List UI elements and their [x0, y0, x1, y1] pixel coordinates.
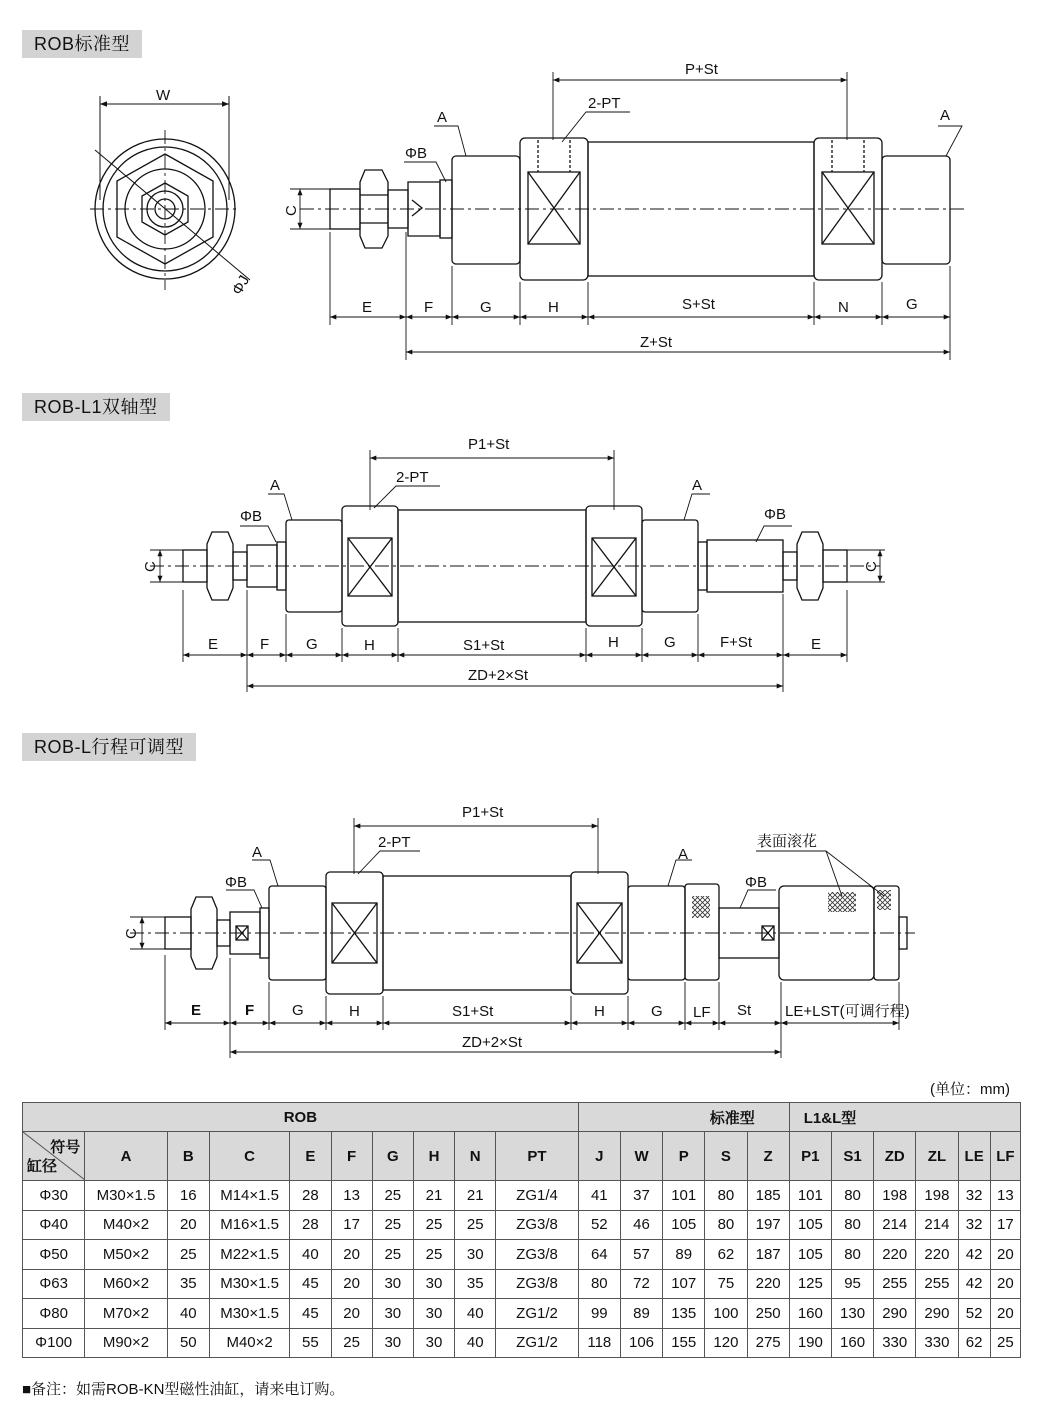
dim-e-right: E — [811, 636, 822, 653]
table-cell: 45 — [290, 1299, 331, 1329]
col-header: S1 — [831, 1132, 873, 1181]
table-cell: 20 — [331, 1299, 372, 1329]
table-cell: 50 — [167, 1328, 209, 1358]
dim-f: F — [245, 1002, 255, 1019]
table-cell: 80 — [831, 1210, 873, 1240]
dim-zd: ZD+2×St — [468, 667, 529, 684]
dim-g-right: G — [664, 634, 676, 651]
table-cell: 30 — [372, 1299, 413, 1329]
table-cell: 25 — [413, 1240, 454, 1270]
table-cell: 160 — [831, 1328, 873, 1358]
table-cell: 35 — [167, 1269, 209, 1299]
label-phi-b-right: ΦB — [764, 506, 786, 523]
section-title-rob-l1: ROB-L1双轴型 — [22, 393, 170, 421]
dim-h-left: H — [349, 1003, 360, 1020]
col-header: S — [705, 1132, 747, 1181]
table-cell: 21 — [455, 1181, 496, 1211]
group-l1-l: L1&L型 — [789, 1103, 1020, 1132]
table-cell: 37 — [620, 1181, 662, 1211]
col-header: ZD — [874, 1132, 916, 1181]
table-cell: 13 — [331, 1181, 372, 1211]
drawing-rob-standard — [0, 60, 1039, 380]
table-cell: 52 — [958, 1299, 990, 1329]
dim-f: F — [260, 636, 270, 653]
table-cell: 120 — [705, 1328, 747, 1358]
table-cell: 25 — [990, 1328, 1020, 1358]
drawing-rob-l1 — [0, 430, 1039, 700]
group-standard: 标准型 — [578, 1103, 789, 1132]
table-cell: 106 — [620, 1328, 662, 1358]
table-cell: 80 — [705, 1210, 747, 1240]
table-cell: 30 — [413, 1328, 454, 1358]
col-header: J — [578, 1132, 620, 1181]
table-cell: 20 — [331, 1269, 372, 1299]
spec-table — [22, 1102, 1021, 1358]
dim-le-lst: LE+LST(可调行程) — [785, 1003, 910, 1020]
dim-c: C — [123, 928, 140, 939]
bore-cell: Φ80 — [23, 1299, 85, 1329]
dim-s-st: S+St — [682, 296, 715, 313]
table-cell: 40 — [455, 1299, 496, 1329]
table-cell: 57 — [620, 1240, 662, 1270]
table-cell: 107 — [663, 1269, 705, 1299]
table-cell: M16×1.5 — [209, 1210, 289, 1240]
label-a-left: A — [270, 477, 281, 494]
section-title-rob-l: ROB-L行程可调型 — [22, 733, 196, 761]
table-cell: 30 — [455, 1240, 496, 1270]
dim-n: N — [838, 299, 849, 316]
table-cell: 130 — [831, 1299, 873, 1329]
table-row — [23, 1240, 1021, 1270]
col-header: N — [455, 1132, 496, 1181]
table-cell: 214 — [916, 1210, 958, 1240]
table-cell: M70×2 — [85, 1299, 167, 1329]
table-cell: 20 — [331, 1240, 372, 1270]
table-row — [23, 1328, 1021, 1358]
table-cell: 25 — [455, 1210, 496, 1240]
table-cell: 197 — [747, 1210, 789, 1240]
corner-bore: 缸径 — [27, 1158, 58, 1175]
footnote: ■备注：如需ROB-KN型磁性油缸，请来电订购。 — [22, 1381, 345, 1398]
dim-s1-st: S1+St — [452, 1003, 494, 1020]
table-cell: 80 — [705, 1181, 747, 1211]
table-cell: 101 — [663, 1181, 705, 1211]
table-cell: M22×1.5 — [209, 1240, 289, 1270]
table-cell: 160 — [789, 1299, 831, 1329]
table-cell: 32 — [958, 1210, 990, 1240]
col-header: P1 — [789, 1132, 831, 1181]
table-cell: M30×1.5 — [209, 1269, 289, 1299]
table-cell: M40×2 — [85, 1210, 167, 1240]
table-cell: M90×2 — [85, 1328, 167, 1358]
table-cell: 17 — [331, 1210, 372, 1240]
table-cell: 62 — [705, 1240, 747, 1270]
dim-f-st: F+St — [720, 634, 753, 651]
dim-f: F — [424, 299, 434, 316]
table-cell: 155 — [663, 1328, 705, 1358]
table-cell: M30×1.5 — [209, 1299, 289, 1329]
col-header: G — [372, 1132, 413, 1181]
dim-h-right: H — [608, 634, 619, 651]
table-cell: 72 — [620, 1269, 662, 1299]
col-header: H — [413, 1132, 454, 1181]
table-cell: 100 — [705, 1299, 747, 1329]
table-cell: 55 — [290, 1328, 331, 1358]
table-cell: 101 — [789, 1181, 831, 1211]
table-cell: 220 — [747, 1269, 789, 1299]
label-phi-b-right: ΦB — [745, 874, 767, 891]
col-header: A — [85, 1132, 167, 1181]
group-rob: ROB — [23, 1103, 579, 1132]
label-2-pt: 2-PT — [378, 834, 411, 851]
table-cell: 99 — [578, 1299, 620, 1329]
table-cell: 135 — [663, 1299, 705, 1329]
table-cell: 17 — [990, 1210, 1020, 1240]
table-row — [23, 1269, 1021, 1299]
table-cell: 25 — [372, 1181, 413, 1211]
table-cell: 220 — [874, 1240, 916, 1270]
label-phi-b: ΦB — [405, 145, 427, 162]
dim-lf: LF — [693, 1004, 711, 1021]
table-cell: 95 — [831, 1269, 873, 1299]
dim-g-right: G — [906, 296, 918, 313]
col-header: PT — [496, 1132, 578, 1181]
table-cell: 118 — [578, 1328, 620, 1358]
label-2-pt: 2-PT — [588, 95, 621, 112]
bore-cell: Φ50 — [23, 1240, 85, 1270]
table-cell: 125 — [789, 1269, 831, 1299]
drawing-rob-l — [0, 795, 1039, 1070]
table-cell: 30 — [372, 1328, 413, 1358]
table-cell: M40×2 — [209, 1328, 289, 1358]
table-cell: 25 — [372, 1210, 413, 1240]
col-header: P — [663, 1132, 705, 1181]
label-a-left: A — [437, 109, 448, 126]
table-cell: 30 — [413, 1299, 454, 1329]
table-cell: 275 — [747, 1328, 789, 1358]
table-cell: 21 — [413, 1181, 454, 1211]
table-cell: 80 — [578, 1269, 620, 1299]
table-cell: 255 — [874, 1269, 916, 1299]
table-cell: 80 — [831, 1240, 873, 1270]
table-row — [23, 1299, 1021, 1329]
table-column-header — [23, 1132, 1021, 1181]
table-cell: 290 — [916, 1299, 958, 1329]
col-header: E — [290, 1132, 331, 1181]
table-cell: 250 — [747, 1299, 789, 1329]
corner-symbol: 符号 — [50, 1139, 81, 1156]
dim-st: St — [737, 1002, 752, 1019]
table-cell: 220 — [916, 1240, 958, 1270]
table-cell: ZG1/2 — [496, 1299, 578, 1329]
table-group-header — [23, 1103, 1021, 1132]
dim-g-left: G — [306, 636, 318, 653]
bore-cell: Φ63 — [23, 1269, 85, 1299]
col-header: LE — [958, 1132, 990, 1181]
label-a-right: A — [692, 477, 703, 494]
section-title-rob: ROB标准型 — [22, 30, 142, 58]
table-cell: 20 — [167, 1210, 209, 1240]
table-cell: ZG3/8 — [496, 1269, 578, 1299]
table-cell: 20 — [990, 1240, 1020, 1270]
col-header: ZL — [916, 1132, 958, 1181]
table-cell: M14×1.5 — [209, 1181, 289, 1211]
table-row — [23, 1210, 1021, 1240]
label-a-right: A — [940, 107, 951, 124]
table-cell: 75 — [705, 1269, 747, 1299]
col-header: B — [167, 1132, 209, 1181]
label-phi-b-left: ΦB — [225, 874, 247, 891]
dim-c-left: C — [142, 561, 159, 572]
table-cell: 28 — [290, 1210, 331, 1240]
table-cell: ZG3/8 — [496, 1240, 578, 1270]
table-cell: 40 — [167, 1299, 209, 1329]
dim-e: E — [191, 1002, 202, 1019]
table-row — [23, 1181, 1021, 1211]
table-cell: 89 — [663, 1240, 705, 1270]
table-cell: 16 — [167, 1181, 209, 1211]
table-cell: 41 — [578, 1181, 620, 1211]
table-cell: 290 — [874, 1299, 916, 1329]
dim-s1-st: S1+St — [463, 637, 505, 654]
table-cell: ZG1/2 — [496, 1328, 578, 1358]
dim-c: C — [283, 205, 300, 216]
table-cell: 198 — [874, 1181, 916, 1211]
bore-cell: Φ100 — [23, 1328, 85, 1358]
dim-e-left: E — [208, 636, 219, 653]
label-a-left: A — [252, 844, 263, 861]
label-knurl: 表面滚花 — [757, 833, 818, 850]
table-cell: 62 — [958, 1328, 990, 1358]
label-2-pt: 2-PT — [396, 469, 429, 486]
table-cell: 64 — [578, 1240, 620, 1270]
table-cell: ZG1/4 — [496, 1181, 578, 1211]
unit-label: (单位：mm) — [930, 1081, 1010, 1098]
col-header: LF — [990, 1132, 1020, 1181]
table-cell: 28 — [290, 1181, 331, 1211]
table-cell: 25 — [167, 1240, 209, 1270]
dim-e: E — [362, 299, 373, 316]
col-header: F — [331, 1132, 372, 1181]
label-phi-b-left: ΦB — [240, 508, 262, 525]
table-cell: 42 — [958, 1240, 990, 1270]
dim-g-right: G — [651, 1003, 663, 1020]
col-header: C — [209, 1132, 289, 1181]
table-cell: 330 — [916, 1328, 958, 1358]
col-header: W — [620, 1132, 662, 1181]
dim-g-left: G — [292, 1002, 304, 1019]
table-cell: ZG3/8 — [496, 1210, 578, 1240]
table-cell: 89 — [620, 1299, 662, 1329]
bore-cell: Φ30 — [23, 1181, 85, 1211]
table-cell: M60×2 — [85, 1269, 167, 1299]
table-cell: 25 — [331, 1328, 372, 1358]
table-cell: 105 — [789, 1210, 831, 1240]
table-cell: 187 — [747, 1240, 789, 1270]
table-cell: 214 — [874, 1210, 916, 1240]
table-cell: 190 — [789, 1328, 831, 1358]
table-cell: 185 — [747, 1181, 789, 1211]
col-header: Z — [747, 1132, 789, 1181]
dim-zd: ZD+2×St — [462, 1034, 523, 1051]
dim-g: G — [480, 299, 492, 316]
table-cell: M50×2 — [85, 1240, 167, 1270]
table-cell: M30×1.5 — [85, 1181, 167, 1211]
dim-p1-st: P1+St — [462, 804, 504, 821]
table-cell: 30 — [413, 1269, 454, 1299]
table-cell: 20 — [990, 1269, 1020, 1299]
dim-h: H — [548, 299, 559, 316]
table-cell: 45 — [290, 1269, 331, 1299]
dim-w: W — [156, 87, 171, 104]
table-cell: 25 — [372, 1240, 413, 1270]
bore-cell: Φ40 — [23, 1210, 85, 1240]
dim-p1-st: P1+St — [468, 436, 510, 453]
table-cell: 35 — [455, 1269, 496, 1299]
table-cell: 20 — [990, 1299, 1020, 1329]
table-cell: 52 — [578, 1210, 620, 1240]
dim-z-st: Z+St — [640, 334, 673, 351]
corner-cell — [23, 1132, 85, 1181]
table-cell: 105 — [789, 1240, 831, 1270]
table-cell: 330 — [874, 1328, 916, 1358]
dim-h-right: H — [594, 1003, 605, 1020]
table-cell: 32 — [958, 1181, 990, 1211]
table-cell: 42 — [958, 1269, 990, 1299]
table-cell: 198 — [916, 1181, 958, 1211]
dim-h-left: H — [364, 637, 375, 654]
table-cell: 30 — [372, 1269, 413, 1299]
label-a-right: A — [678, 846, 689, 863]
table-cell: 25 — [413, 1210, 454, 1240]
table-cell: 40 — [290, 1240, 331, 1270]
table-cell: 40 — [455, 1328, 496, 1358]
table-cell: 105 — [663, 1210, 705, 1240]
table-cell: 13 — [990, 1181, 1020, 1211]
dim-j: ΦJ — [228, 272, 254, 298]
table-cell: 46 — [620, 1210, 662, 1240]
table-cell: 255 — [916, 1269, 958, 1299]
dim-c-right: C — [863, 561, 880, 572]
dim-p-st: P+St — [685, 61, 718, 78]
table-cell: 80 — [831, 1181, 873, 1211]
